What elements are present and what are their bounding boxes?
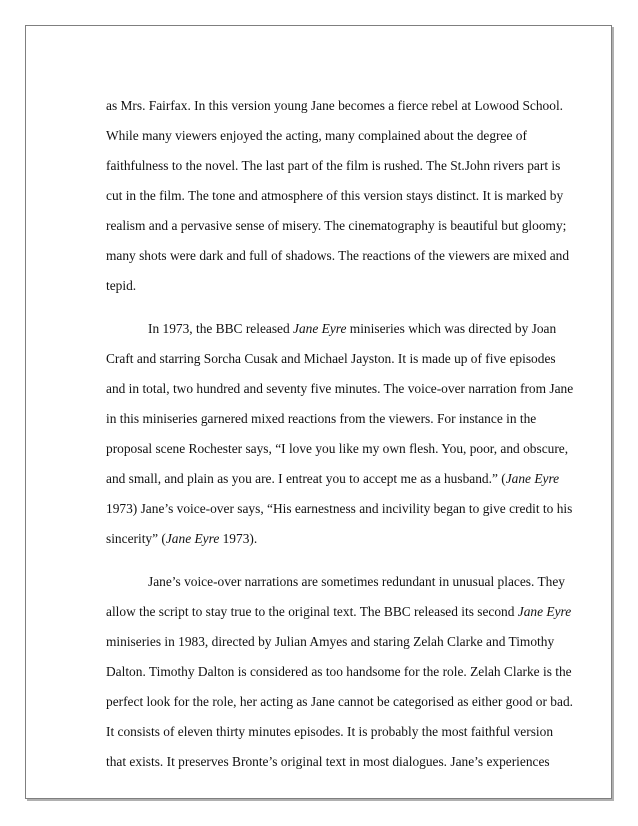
text-line — [106, 434, 584, 464]
text-line — [106, 344, 584, 374]
italic-title: Jane Eyre — [517, 604, 572, 619]
text-run: tepid. — [106, 278, 137, 293]
text-run: 1973) Jane’s voice-over says, “His earnestness and incivility began to give credit to his — [106, 501, 573, 516]
text-line — [106, 687, 584, 717]
text-run: many shots were dark and full of shadows. The reactions of the viewers are mixed and — [106, 248, 570, 263]
text-line — [106, 567, 584, 597]
text-line — [106, 374, 584, 404]
text-run: proposal scene Rochester says, “I love you like my own flesh. You, poor, and obscure, — [106, 441, 569, 456]
text-line — [106, 597, 584, 627]
italic-title: Jane Eyre — [505, 471, 560, 486]
italic-title: Jane Eyre — [293, 321, 347, 336]
document-page — [25, 25, 612, 799]
text-run: as Mrs. Fairfax. In this version young Jane becomes a fierce rebel at Lowood School. — [106, 98, 564, 113]
text-line — [106, 747, 584, 777]
text-line — [106, 121, 584, 151]
text-run: While many viewers enjoyed the acting, many complained about the degree of — [106, 128, 527, 143]
text-run: perfect look for the role, her acting as Jane cannot be categorised as either good or bad. — [106, 694, 573, 709]
text-line — [106, 151, 584, 181]
text-run: miniseries in 1983, directed by Julian Amyes and staring Zelah Clarke and Timothy — [106, 634, 555, 649]
paragraph-gap — [106, 554, 584, 567]
text-run: allow the script to stay true to the original text. The BBC released its second — [106, 604, 518, 619]
text-run: realism and a pervasive sense of misery. The cinematography is beautiful but gloomy; — [106, 218, 567, 233]
text-run: 1973). — [219, 531, 258, 546]
text-line — [106, 91, 584, 121]
text-run: and small, and plain as you are. I entreat you to accept me as a husband.” ( — [106, 471, 506, 486]
text-run: sincerity” ( — [106, 531, 166, 546]
text-run: Jane’s voice-over narrations are sometimes redundant in unusual places. They — [148, 574, 565, 589]
text-run: Craft and starring Sorcha Cusak and Michael Jayston. It is made up of five episodes — [106, 351, 556, 366]
italic-title: Jane Eyre — [165, 531, 220, 546]
text-run: In 1973, the BBC released — [148, 321, 294, 336]
text-line — [106, 241, 584, 271]
text-line — [106, 314, 584, 344]
text-run: It consists of eleven thirty minutes episodes. It is probably the most faithful version — [106, 724, 554, 739]
text-run: Dalton. Timothy Dalton is considered as too handsome for the role. Zelah Clarke is the — [106, 664, 572, 679]
text-line — [106, 181, 584, 211]
document-body — [106, 91, 584, 777]
text-line — [106, 271, 584, 301]
text-line — [106, 211, 584, 241]
text-run: in this miniseries garnered mixed reactions from the viewers. For instance in the — [106, 411, 537, 426]
text-line — [106, 627, 584, 657]
text-line — [106, 464, 584, 494]
text-run: that exists. It preserves Bronte’s original text in most dialogues. Jane’s experiences — [106, 754, 550, 769]
text-line — [106, 717, 584, 747]
text-line — [106, 494, 584, 524]
text-run: cut in the film. The tone and atmosphere of this version stays distinct. It is marked by — [106, 188, 564, 203]
paragraph-gap — [106, 301, 584, 314]
text-line — [106, 657, 584, 687]
text-line — [106, 524, 584, 554]
text-run: miniseries which was directed by Joan — [346, 321, 557, 336]
text-line — [106, 404, 584, 434]
text-run: and in total, two hundred and seventy five minutes. The voice-over narration from Jane — [106, 381, 574, 396]
text-run: faithfulness to the novel. The last part of the film is rushed. The St.John rivers part is — [106, 158, 561, 173]
